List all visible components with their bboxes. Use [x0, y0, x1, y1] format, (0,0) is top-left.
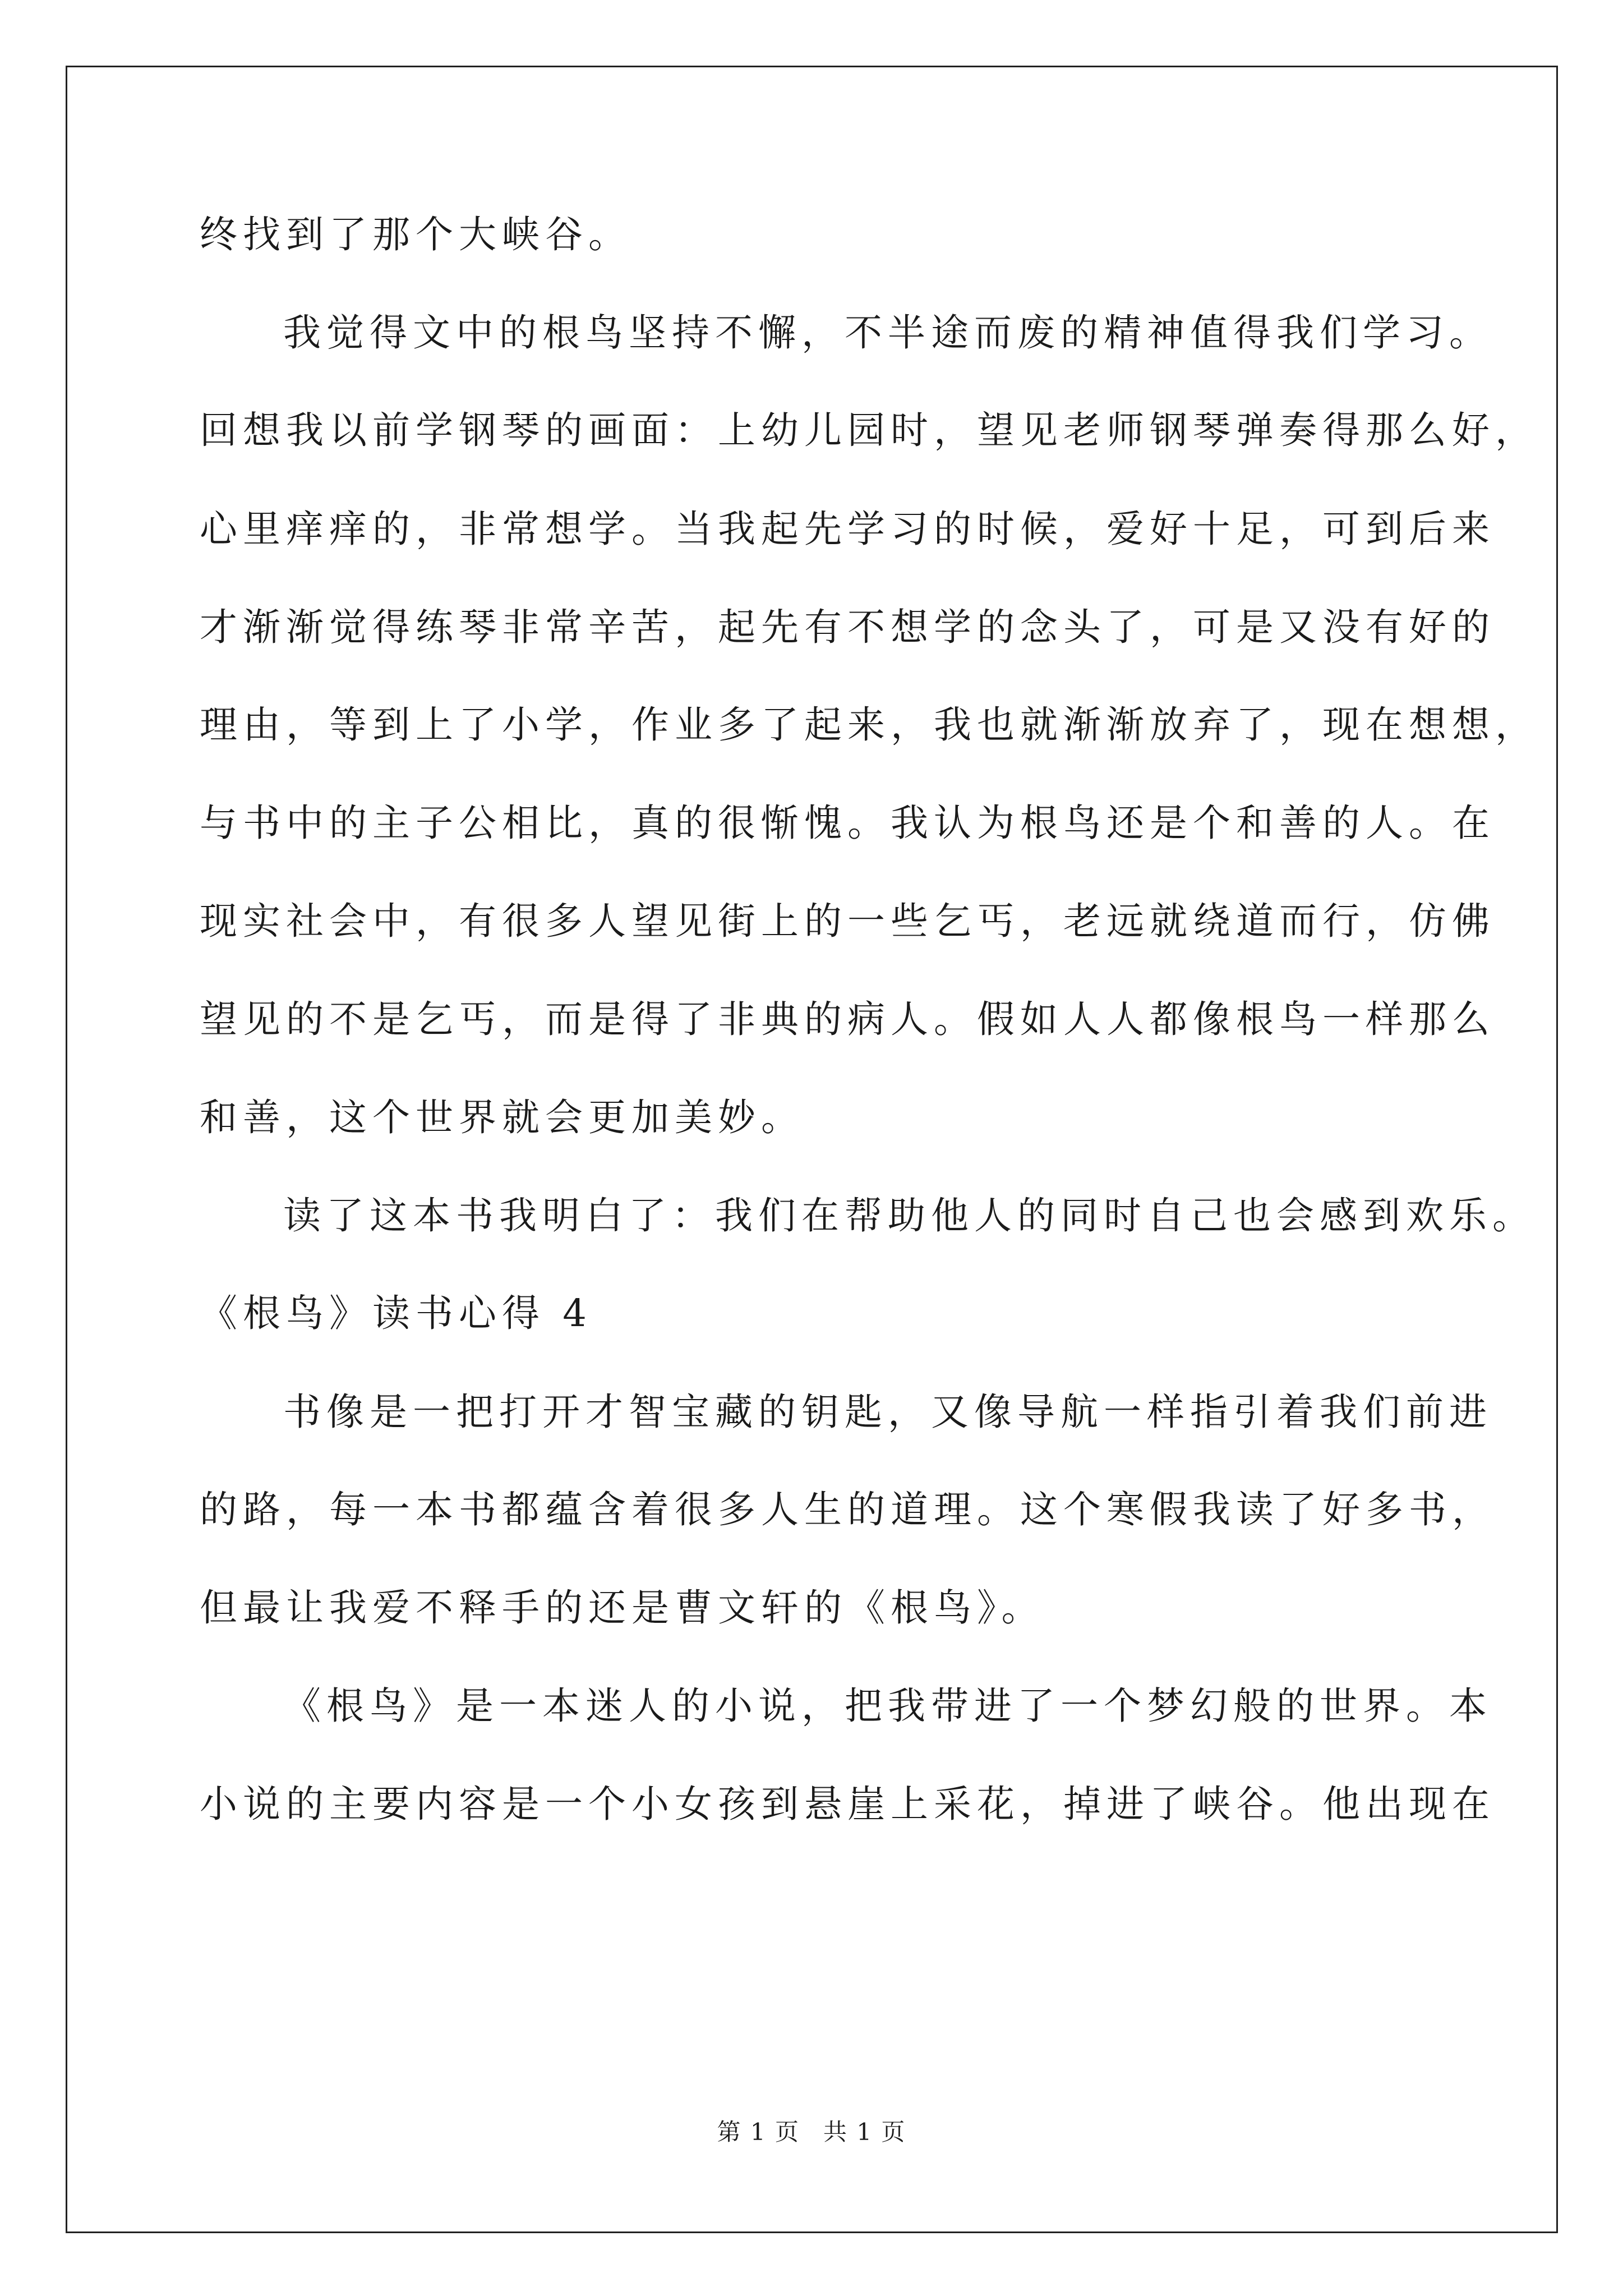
text-line: 心里痒痒的，非常想学。当我起先学习的时候，爱好十足，可到后来 [200, 507, 1495, 551]
text-line: 但最让我爱不释手的还是曹文轩的《根鸟》。 [200, 1586, 1045, 1630]
text-line: 和善，这个世界就会更加美妙。 [200, 1096, 804, 1139]
text-line: 理由，等到上了小学，作业多了起来，我也就渐渐放弃了，现在想想， [200, 703, 1538, 747]
text-line: 回想我以前学钢琴的画面：上幼儿园时，望见老师钢琴弹奏得那么好， [200, 408, 1538, 452]
page-total: 共 1 页 [823, 2118, 906, 2146]
section-heading: 《根鸟》读书心得 4 [200, 1291, 592, 1335]
text-line: 我觉得文中的根鸟坚持不懈，不半途而废的精神值得我们学习。 [283, 311, 1492, 355]
page-footer [0, 2118, 1623, 2146]
text-line: 望见的不是乞丐，而是得了非典的病人。假如人人都像根鸟一样那么 [200, 997, 1495, 1041]
text-line: 与书中的主子公相比，真的很惭愧。我认为根鸟还是个和善的人。在 [200, 801, 1495, 845]
page-border [66, 66, 1558, 2233]
text-line: 终找到了那个大峡谷。 [200, 213, 631, 256]
text-line: 才渐渐觉得练琴非常辛苦，起先有不想学的念头了，可是又没有好的 [200, 605, 1495, 649]
text-line: 的路，每一本书都蕴含着很多人生的道理。这个寒假我读了好多书， [200, 1488, 1495, 1531]
text-line: 书像是一把打开才智宝藏的钥匙，又像导航一样指引着我们前进 [283, 1390, 1492, 1434]
page-number: 第 1 页 [717, 2118, 800, 2146]
text-line: 小说的主要内容是一个小女孩到悬崖上采花，掉进了峡谷。他出现在 [200, 1782, 1495, 1826]
text-line: 《根鸟》是一本迷人的小说，把我带进了一个梦幻般的世界。本 [283, 1684, 1492, 1728]
text-line: 读了这本书我明白了：我们在帮助他人的同时自己也会感到欢乐。 [283, 1194, 1536, 1237]
text-line: 现实社会中，有很多人望见街上的一些乞丐，老远就绕道而行，仿佛 [200, 899, 1495, 943]
